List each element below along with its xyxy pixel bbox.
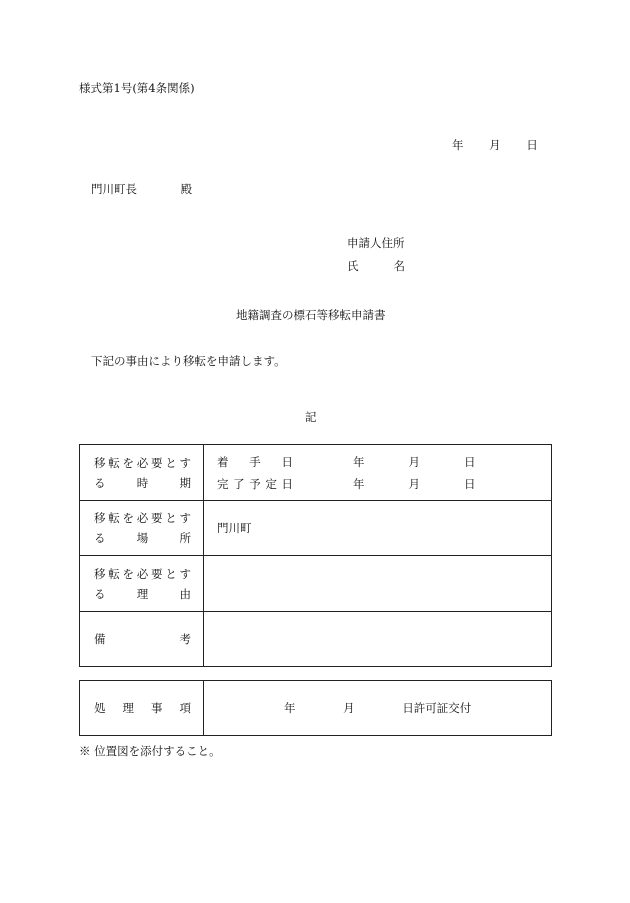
ki-heading: 記 — [305, 410, 317, 424]
addressee-honorific: 殿 — [180, 182, 193, 196]
start-month: 月 — [408, 454, 420, 469]
value-place: 門川町 — [204, 501, 552, 556]
addressee — [91, 181, 192, 197]
table-row — [80, 445, 552, 501]
table-row — [80, 501, 552, 556]
processing-month: 月 — [343, 701, 355, 715]
value-period — [204, 445, 552, 501]
end-year: 年 — [353, 476, 365, 491]
label-period: 移 転 を 必 要 と す る 時 期 — [80, 445, 204, 501]
value-processing — [204, 681, 552, 736]
applicant-name-label: 氏 名 — [347, 259, 405, 273]
application-table — [79, 444, 552, 667]
table-row — [80, 681, 552, 736]
label-remarks: 備 考 — [80, 612, 204, 667]
start-day: 日 — [464, 454, 476, 469]
addressee-name: 門川町長 — [91, 182, 137, 196]
label-processing: 処 理 事 項 — [80, 681, 204, 736]
start-year: 年 — [353, 454, 365, 469]
label-reason: 移 転 を 必 要 と す る 理 由 — [80, 556, 204, 612]
start-date-row: 着 手 日 年 月 日 — [217, 454, 476, 469]
value-reason — [204, 556, 552, 612]
document-title: 地籍調査の標石等移転申請書 — [236, 308, 386, 322]
end-day: 日 — [464, 476, 476, 491]
date-year: 年 — [452, 138, 464, 152]
date-month: 月 — [489, 138, 501, 152]
end-month: 月 — [408, 476, 420, 491]
label-place: 移 転 を 必 要 と す る 場 所 — [80, 501, 204, 556]
value-remarks — [204, 612, 552, 667]
form-number: 様式第1号(第4条関係) — [79, 81, 195, 95]
table-row — [80, 556, 552, 612]
date-line — [452, 137, 538, 153]
processing-table — [79, 680, 552, 736]
table-row — [80, 612, 552, 667]
intro-text: 下記の事由により移転を申請します。 — [91, 354, 286, 368]
end-date-row: 完 了 予 定 日 年 月 日 — [217, 476, 476, 491]
processing-year: 年 — [284, 701, 296, 715]
attachment-note: ※ 位置図を添付すること。 — [79, 744, 221, 758]
applicant-address-label: 申請人住所 — [347, 236, 405, 250]
date-day: 日 — [526, 138, 538, 152]
processing-suffix: 日許可証交付 — [402, 701, 472, 715]
